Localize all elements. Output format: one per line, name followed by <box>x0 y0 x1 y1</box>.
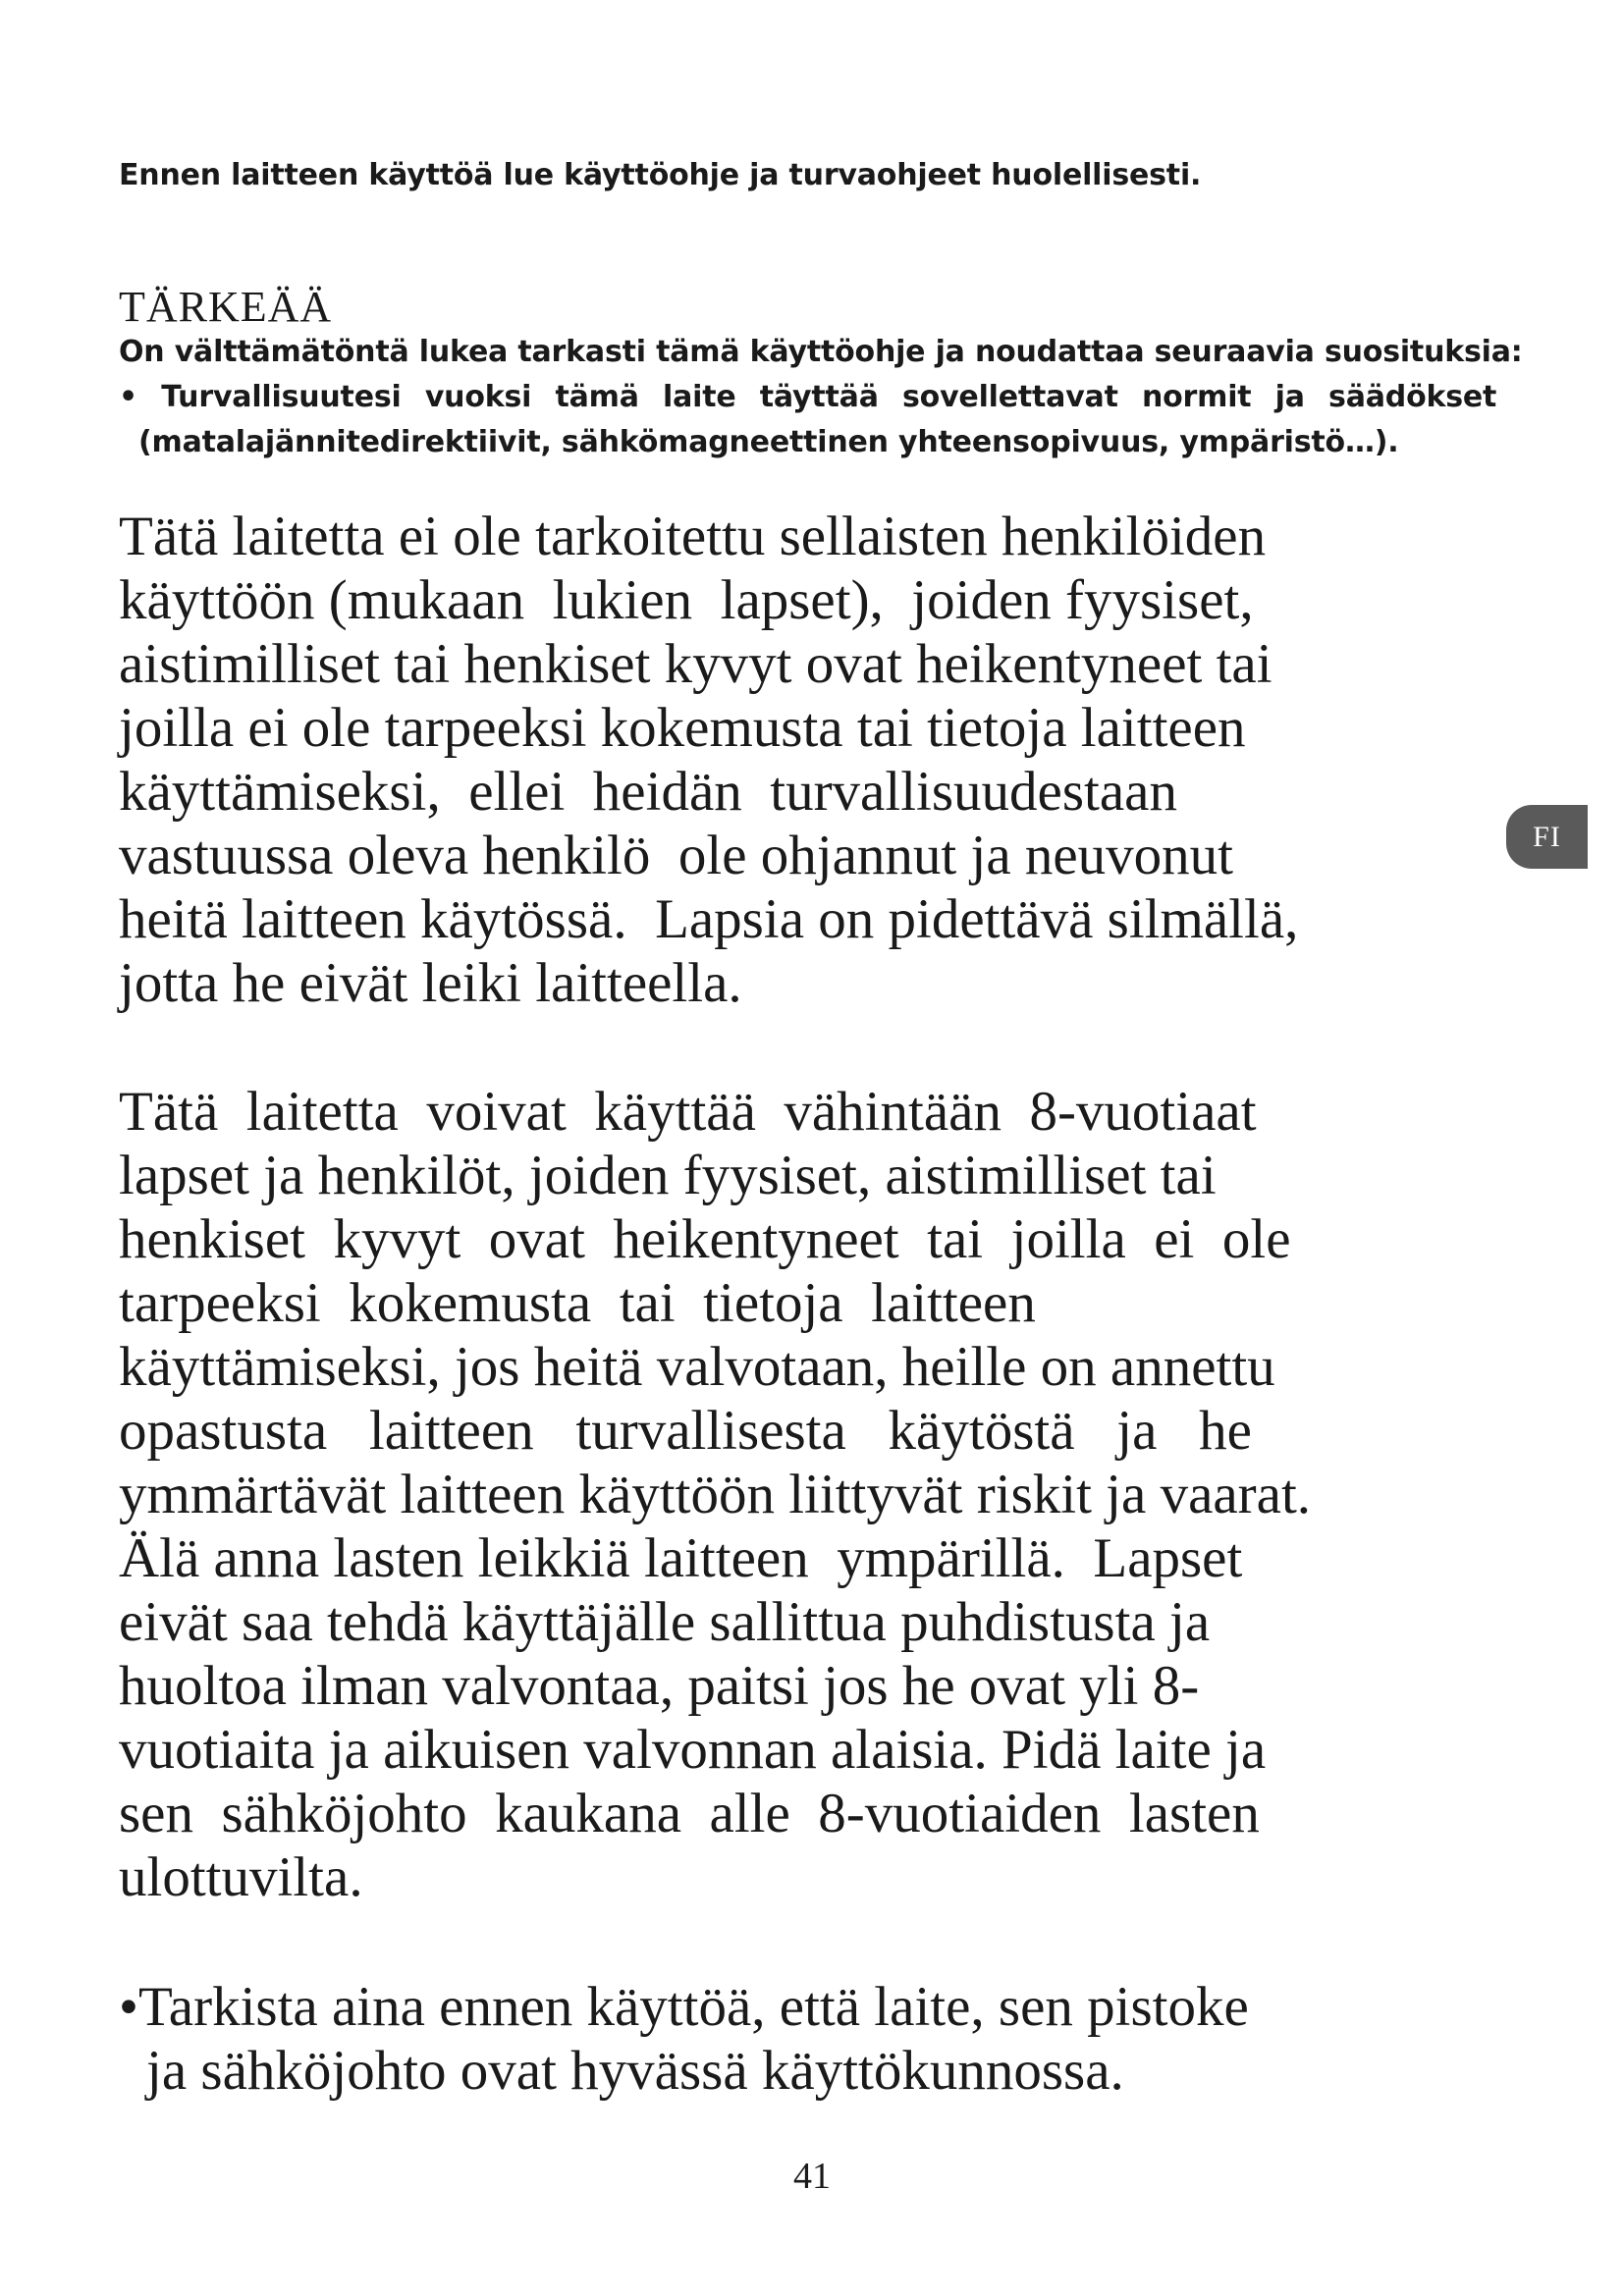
important-heading: TÄRKEÄÄ <box>119 283 333 331</box>
text-line: ulottuvilta. <box>119 1846 363 1908</box>
text-line: aistimilliset tai henkiset kyvyt ovat heikentyneet tai <box>119 633 1272 695</box>
text-line: ja sähköjohto ovat hyvässä käyttökunnossa. <box>146 2040 1124 2102</box>
text-line: henkiset kyvyt ovat heikentyneet tai joilla ei ole <box>119 1208 1291 1270</box>
important-recommendations <box>119 330 1523 465</box>
text-line: Tätä laitetta ei ole tarkoitettu sellaisten henkilöiden <box>119 506 1267 567</box>
paragraph-check-bullet <box>119 1975 1249 2103</box>
recommendation-bullet: • Turvallisuutesi vuoksi tämä laite täyttää sovellettavat normit ja säädökset <box>119 380 1497 414</box>
page-number: 41 <box>793 2156 831 2197</box>
text-line: lapset ja henkilöt, joiden fyysiset, aistimilliset tai <box>119 1145 1217 1206</box>
text-line: eivät saa tehdä käyttäjälle sallittua puhdistusta ja <box>119 1591 1211 1653</box>
text-line: heitä laitteen käytössä. Lapsia on pidettävä silmällä, <box>119 888 1299 950</box>
text-line: ymmärtävät laitteen käyttöön liittyvät riskit ja vaarat. <box>119 1464 1312 1525</box>
text-line: opastusta laitteen turvallisesta käytöstä ja he <box>119 1400 1252 1462</box>
recommendation-line: (matalajännitedirektiivit, sähkömagneettinen yhteensopivuus, ympäristö…). <box>138 425 1399 459</box>
text-line: jotta he eivät leiki laitteella. <box>119 952 742 1014</box>
text-line: Älä anna lasten leikkiä laitteen ympärillä. Lapset <box>119 1527 1243 1589</box>
text-line: sen sähköjohto kaukana alle 8-vuotiaiden lasten <box>119 1783 1260 1844</box>
text-line: vastuussa oleva henkilö ole ohjannut ja neuvonut <box>119 825 1234 886</box>
text-line: Tätä laitetta voivat käyttää vähintään 8-vuotiaat <box>119 1081 1257 1143</box>
text-line: käyttämiseksi, ellei heidän turvallisuudestaan <box>119 761 1177 823</box>
paragraph-usage-restriction <box>119 505 1298 1015</box>
text-line: vuotiaita ja aikuisen valvonnan alaisia. Pidä laite ja <box>119 1719 1267 1781</box>
recommendation-line: On välttämätöntä lukea tarkasti tämä käyttöohje ja noudattaa seuraavia suosituksia: <box>119 335 1523 369</box>
text-line: käyttöön (mukaan lukien lapset), joiden fyysiset, <box>119 569 1254 631</box>
paragraph-children-usage <box>119 1080 1311 1909</box>
language-tab: FI <box>1506 805 1588 869</box>
text-line: käyttämiseksi, jos heitä valvotaan, heille on annettu <box>119 1336 1275 1398</box>
text-line: joilla ei ole tarpeeksi kokemusta tai tietoja laitteen <box>119 697 1246 759</box>
text-line: huoltoa ilman valvontaa, paitsi jos he ovat yli 8- <box>119 1655 1200 1717</box>
text-line: tarpeeksi kokemusta tai tietoja laitteen <box>119 1272 1036 1334</box>
text-line: •Tarkista aina ennen käyttöä, että laite, sen pistoke <box>119 1976 1249 2038</box>
intro-instruction: Ennen laitteen käyttöä lue käyttöohje ja turvaohjeet huolellisesti. <box>119 158 1202 192</box>
